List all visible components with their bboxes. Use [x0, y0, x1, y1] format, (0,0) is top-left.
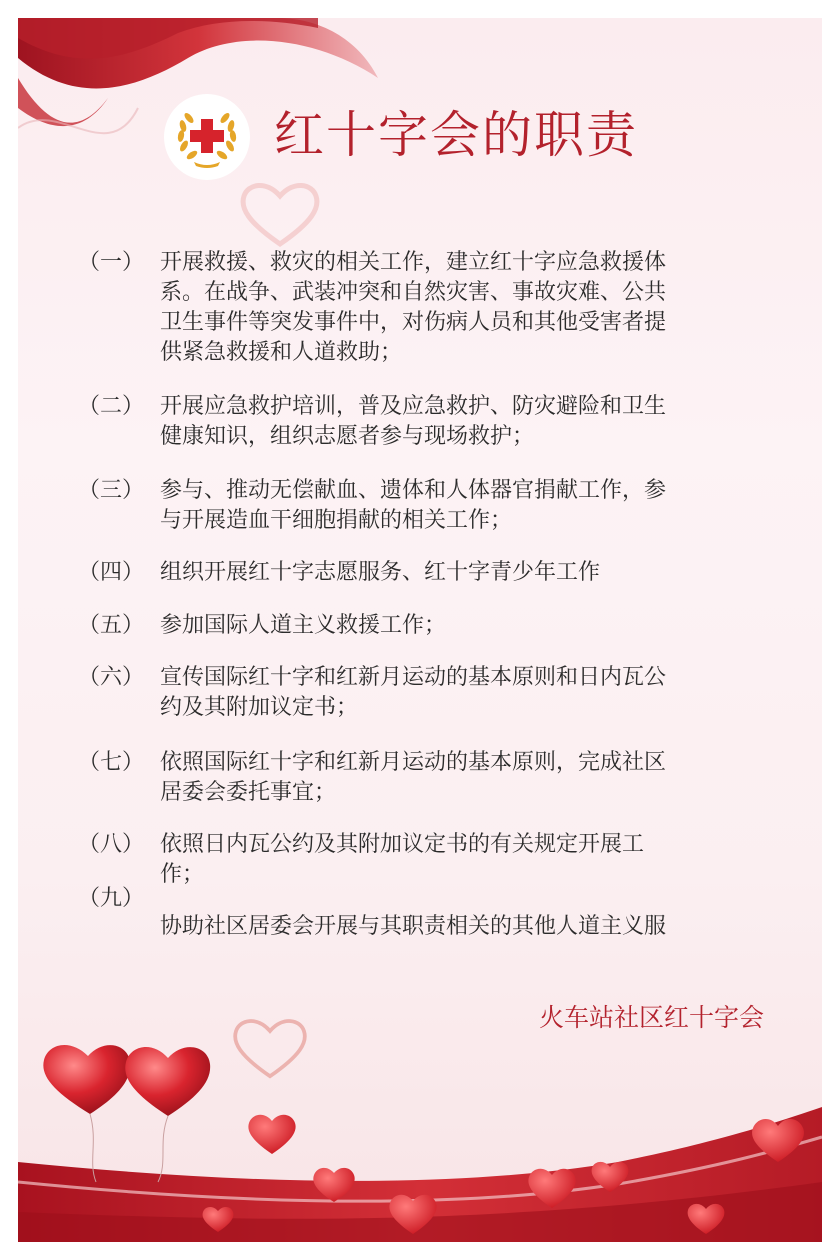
item-number: （五） — [78, 613, 145, 638]
item-number: （四） — [78, 560, 145, 585]
signature: 火车站社区红十字会 — [538, 1003, 764, 1032]
item-number: （六） — [78, 665, 145, 690]
item-number: （一） — [78, 250, 145, 275]
poster — [18, 18, 822, 1242]
item-text: 组织开展红十字志愿服务、红十字青少年工作 — [160, 560, 601, 585]
item-text: 依照日内瓦公约及其附加议定书的有关规定开展工 作； — [160, 832, 645, 887]
item-text: 开展应急救护培训，普及应急救护、防灾避险和卫生 健康知识，组织志愿者参与现场救护； — [160, 394, 667, 449]
heart-balloon-icon — [125, 1047, 210, 1116]
item-text: 协助社区居委会开展与其职责相关的其他人道主义服 — [160, 914, 667, 939]
item-text: 参与、推动无偿献血、遗体和人体器官捐献工作，参 与开展造血干细胞捐献的相关工作； — [160, 478, 667, 533]
bottom-decoration — [18, 1012, 822, 1242]
item-number: （二） — [78, 394, 145, 419]
page-title: 红十字会的职责 — [274, 106, 638, 164]
item-text: 参加国际人道主义救援工作； — [160, 613, 447, 638]
item-text: 依照国际红十字和红新月运动的基本原则，完成社区 居委会委托事宜； — [160, 750, 667, 805]
red-cross-emblem-icon — [164, 94, 250, 180]
item-number: （七） — [78, 750, 145, 775]
item-number: （九） — [78, 886, 145, 911]
heart-icon — [248, 1115, 295, 1154]
item-text: 开展救援、救灾的相关工作，建立红十字应急救援体 系。在战争、武装冲突和自然灾害、事故灾难、公共 卫生事件等突发事件中，对伤病人员和其他受害者提 供紧急救援和人道救助； — [160, 250, 667, 365]
item-number: （八） — [78, 832, 145, 857]
heart-outline-icon — [238, 178, 322, 248]
item-text: 宣传国际红十字和红新月运动的基本原则和日内瓦公 约及其附加议定书； — [160, 665, 667, 720]
item-number: （三） — [78, 478, 145, 503]
heart-balloon-icon — [43, 1045, 130, 1114]
